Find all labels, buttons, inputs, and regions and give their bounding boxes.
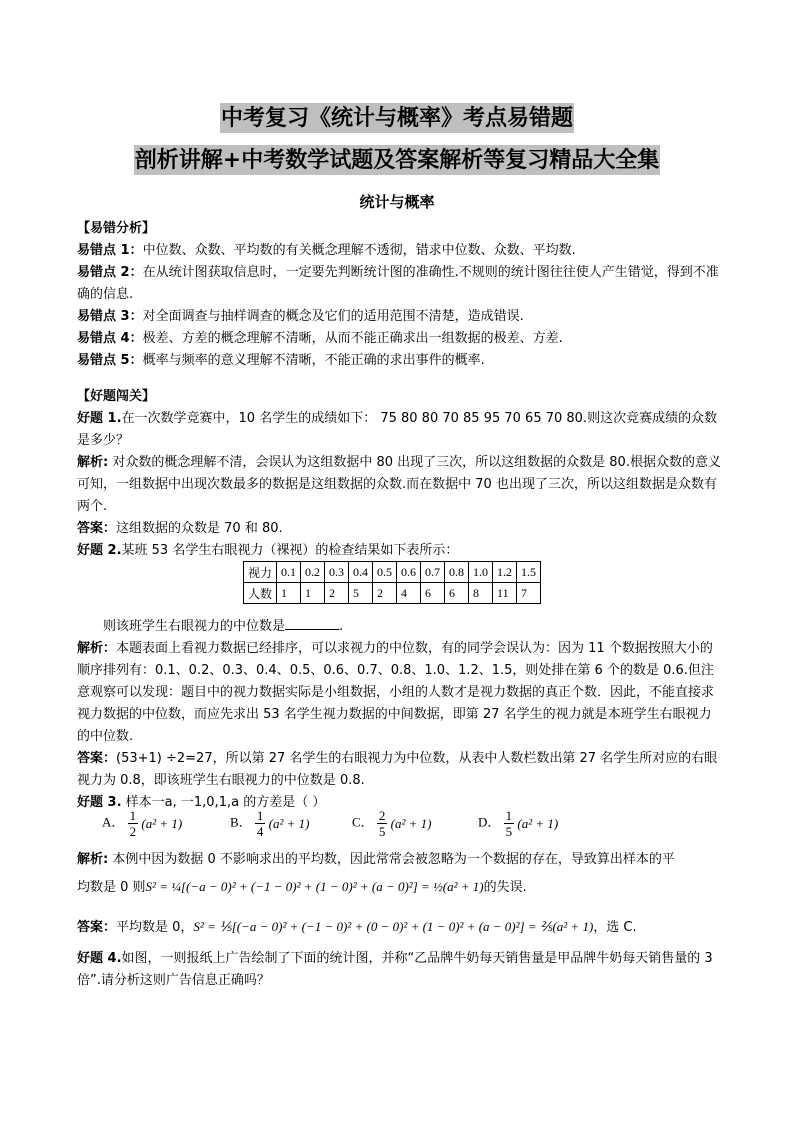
- q3-analysis-line1: 解析: 本例中因为数据 0 不影响求出的平均数，因此常常会被忽略为一个数据的存在，导致算出样本的平: [77, 852, 675, 867]
- option-letter: D．: [478, 814, 501, 830]
- table-cell: 2: [325, 583, 349, 604]
- variance-formula: S² = ⅕[(−a − 0)² + (−1 − 0)² + (0 − 0)² + (1 − 0)² + (a − 0)²] = ⅖(a² + 1): [193, 919, 594, 934]
- q2-continued: [77, 615, 723, 814]
- title-line-1: 中考复习《统计与概率》考点易错题: [220, 105, 573, 131]
- table-cell: 0.3: [325, 562, 349, 583]
- option-letter: C．: [352, 814, 374, 830]
- option-expr: (a² + 1): [517, 815, 559, 831]
- q2-question: 好题 2.某班 53 名学生右眼视力（裸视）的检查结果如下表所示：: [77, 543, 459, 558]
- error-point-2: 易错点 2：在从统计图获取信息时，一定要先判断统计图的准确性.不规则的统计图往往使人产生错觉，得到不准确的信息.: [77, 265, 719, 302]
- option-expr: (a² + 1): [268, 815, 310, 831]
- q4-question: [77, 948, 723, 992]
- error-analysis-section: [77, 218, 723, 372]
- table-cell: 1.5: [517, 562, 541, 583]
- table-cell: 4: [397, 583, 421, 604]
- error-point-5: 易错点 5：概率与频率的意义理解不清晰，不能正确的求出事件的概率.: [77, 353, 485, 368]
- table-row: [244, 583, 541, 604]
- option-letter: B．: [230, 814, 252, 830]
- q2-blank-question: 则该班学生右眼视力的中位数是 .: [77, 615, 723, 638]
- variance-formula: S² = ¼[(−a − 0)² + (−1 − 0)² + (1 − 0)² + (a − 0)²] = ½(a² + 1): [145, 879, 484, 894]
- q3-options: [102, 808, 722, 844]
- q1-analysis: 解析: 对众数的概念理解不清，会误认为这组数据中 80 出现了三次，所以这组数据的众数是 80.根据众数的意义可知，一组数据中出现次数最多的数据是这组数据的众数.而在数据中 70 也出现了三次，所以这组数据是众数有两个.: [77, 455, 721, 514]
- vision-table: [243, 561, 541, 604]
- title-line-2: 剖析讲解+中考数学试题及答案解析等复习精品大全集: [134, 147, 660, 173]
- error-point-3: 易错点 3：对全面调查与抽样调查的概念及它们的适用范围不清楚，造成错误.: [77, 309, 524, 324]
- table-cell: 2: [373, 583, 397, 604]
- table-cell: 5: [349, 583, 373, 604]
- q2-analysis: 解析：本题表面上看视力数据已经排序，可以求视力的中位数，有的同学会误认为：因为 11 个数据按照大小的顺序排列有：0.1、0.2、0.3、0.4、0.5、0.6、0.7、0.8、1.0、1.2、1.5，则处排在第 6 个的数是 0.6.但注意观察可以发现：题目中的视力数据实际是小组数据，小组的人数才是视力数据的真正个数．因此，不能直接求视力数据的中位数，而应先求出 53 名学生视力数据的中间数据，即第 27 名学生的视力就是本班学生右眼视力的中位数.: [77, 641, 715, 744]
- error-point-4: 易错点 4：极差、方差的概念理解不清晰，从而不能正确求出一组数据的极差、方差.: [77, 331, 563, 346]
- table-cell: 0.4: [349, 562, 373, 583]
- q3-analysis-line2: 均数是 0 则S² = ¼[(−a − 0)² + (−1 − 0)² + (1 − 0)² + (a − 0)²] = ½(a² + 1)的失误.: [77, 879, 527, 895]
- subtitle: 统计与概率: [359, 193, 435, 211]
- table-cell: 视力: [244, 562, 277, 583]
- fraction: $\frac{2}{5}$: [378, 808, 386, 839]
- q4-text: 好题 4.如图，一则报纸上广告绘制了下面的统计图，并称“乙品牌牛奶每天销售量是甲品牌牛奶每天销售量的 3 倍”.请分析这则广告信息正确吗？: [77, 951, 713, 988]
- option-d[interactable]: [478, 808, 558, 844]
- table-cell: 1: [301, 583, 325, 604]
- q3-question: 好题 3. 样本一a, 一1,0,1,a 的方差是（ ）: [77, 795, 326, 810]
- table-cell: 8: [469, 583, 493, 604]
- table-cell: 1.0: [469, 562, 493, 583]
- q1-answer: 答案：这组数据的众数是 70 和 80.: [77, 521, 283, 536]
- option-expr: (a² + 1): [390, 815, 432, 831]
- table-cell: 11: [493, 583, 517, 604]
- table-cell: 0.5: [373, 562, 397, 583]
- table-cell: 0.2: [301, 562, 325, 583]
- option-b[interactable]: [230, 808, 310, 844]
- table-cell: 1.2: [493, 562, 517, 583]
- table-cell: 人数: [244, 583, 277, 604]
- table-cell: 6: [421, 583, 445, 604]
- error-point-1: 易错点 1：中位数、众数、平均数的有关概念理解不透彻，错求中位数、众数、平均数.: [77, 243, 576, 258]
- answer-blank: [285, 615, 339, 630]
- option-a[interactable]: [102, 808, 182, 844]
- table-cell: 0.1: [277, 562, 301, 583]
- table-cell: 7: [517, 583, 541, 604]
- option-c[interactable]: [352, 808, 432, 844]
- section-heading: 【好题闯关】: [77, 389, 156, 404]
- q3-answer: 答案：平均数是 0，S² = ⅕[(−a − 0)² + (−1 − 0)² + (0 − 0)² + (1 − 0)² + (a − 0)²] = ⅖(a² + 1)，选 C.: [77, 919, 637, 935]
- table-cell: 0.6: [397, 562, 421, 583]
- option-letter: A．: [102, 814, 125, 830]
- table-row: [244, 562, 541, 583]
- fraction: $\frac{1}{5}$: [505, 808, 513, 839]
- fraction: $\frac{1}{2}$: [129, 808, 137, 839]
- table-cell: 6: [445, 583, 469, 604]
- table-cell: 0.8: [445, 562, 469, 583]
- section-heading: 【易错分析】: [77, 221, 156, 236]
- table-cell: 1: [277, 583, 301, 604]
- table-cell: 0.7: [421, 562, 445, 583]
- q2-answer: 答案：(53+1) ÷2=27，所以第 27 名学生的右眼视力为中位数，从表中人数栏数出第 27 名学生所对应的右眼视力为 0.8，即该班学生右眼视力的中位数是 0.8.: [77, 751, 718, 788]
- problems-section: [77, 386, 723, 562]
- fraction: $\frac{1}{4}$: [256, 808, 264, 839]
- option-expr: (a² + 1): [141, 815, 183, 831]
- q1-question: 好题 1.在一次数学竞赛中，10 名学生的成绩如下： 75 80 80 70 85 95 70 65 70 80.则这次竞赛成绩的众数是多少？: [77, 411, 718, 448]
